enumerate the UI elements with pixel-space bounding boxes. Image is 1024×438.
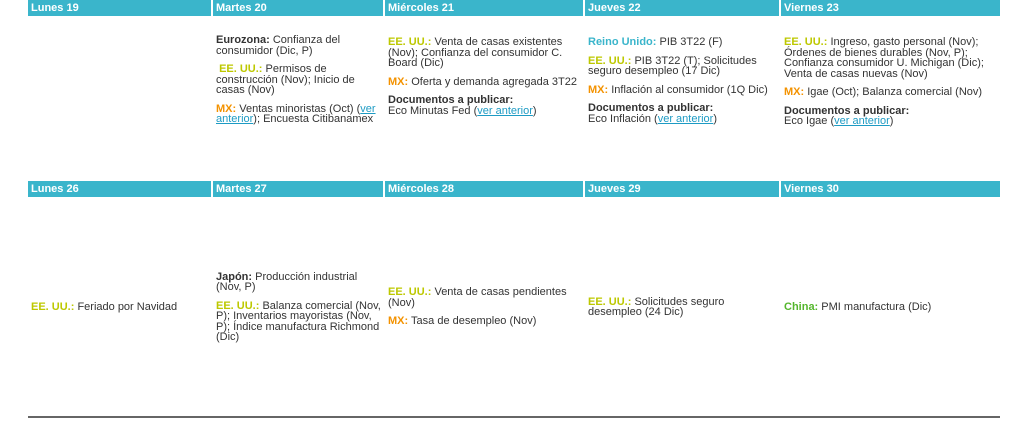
event-item	[388, 37, 581, 69]
event-text: PIB 3T22 (T); Solicitudes seguro desempleo (17 Dic)	[588, 54, 757, 77]
day-header-monday: Lunes 19	[28, 0, 213, 16]
bottom-divider	[28, 416, 1000, 418]
event-text: PIB 3T22 (F)	[656, 36, 723, 48]
day-header-friday: Viernes 23	[784, 2, 839, 14]
event-text: Ingreso, gasto personal (Nov); Órdenes de bienes durables (Nov, P); Confianza consumidor U. Michigan (Dic); Venta de casas nuevas (Nov)	[784, 36, 984, 80]
day-cell-wednesday	[385, 197, 585, 417]
ver-anterior-link[interactable]: ver anterior	[216, 102, 376, 125]
day-header-thursday: Jueves 22	[585, 0, 781, 16]
event-item	[588, 297, 777, 318]
week-1-body	[28, 16, 1000, 167]
week-1-header	[28, 0, 1000, 16]
week-1	[28, 0, 1000, 167]
week-2	[28, 181, 1000, 417]
event-text: Producción industrial (Nov, P)	[216, 270, 358, 293]
event-text: ); Encuesta Citibanamex	[253, 113, 374, 125]
event-text: Solicitudes seguro desempleo (24 Dic)	[588, 295, 725, 318]
event-item	[216, 104, 381, 125]
region-label-us: EE. UU.:	[588, 295, 632, 308]
day-cell-thursday	[585, 197, 781, 417]
region-label-us: EE. UU.:	[216, 299, 260, 312]
day-header-friday: Viernes 30	[784, 183, 839, 195]
documents-item	[388, 95, 581, 116]
region-label-us: EE. UU.:	[784, 36, 828, 48]
day-cell-friday	[781, 16, 1000, 167]
region-label-us: EE. UU.:	[588, 54, 632, 67]
day-cell-friday	[781, 197, 1000, 417]
day-header-thursday: Jueves 29	[585, 181, 781, 197]
event-item	[216, 301, 381, 343]
event-item	[216, 64, 381, 96]
event-text: PMI manufactura (Dic)	[818, 300, 932, 313]
ver-anterior-link[interactable]: ver anterior	[477, 104, 533, 117]
region-label-eurozone: Eurozona:	[216, 34, 270, 46]
week-2-header	[28, 181, 1000, 197]
event-item	[216, 272, 381, 293]
day-cell-monday	[28, 197, 213, 417]
region-label-china: China:	[784, 300, 819, 313]
event-text: Tasa de desempleo (Nov)	[408, 315, 537, 328]
ver-anterior-link[interactable]: ver anterior	[834, 115, 890, 127]
event-text: Venta de casas existentes (Nov); Confianza del consumidor C. Board (Dic)	[388, 36, 563, 69]
region-label-mx: MX:	[784, 86, 805, 98]
event-text: Ventas minoristas (Oct) (	[236, 102, 361, 115]
region-label-us: EE. UU.:	[388, 286, 432, 299]
day-header-wednesday: Miércoles 21	[385, 0, 585, 16]
region-label-us: EE. UU.:	[388, 36, 432, 48]
region-label-mx: MX:	[388, 75, 409, 88]
ver-anterior-link[interactable]: ver anterior	[657, 112, 714, 125]
day-header-wednesday: Miércoles 28	[385, 181, 585, 197]
event-text: Inflación al consumidor (1Q Dic)	[608, 83, 768, 96]
day-header-tuesday: Martes 20	[213, 0, 385, 16]
region-label-uk: Reino Unido:	[588, 36, 657, 48]
event-item	[216, 35, 381, 56]
event-text: Feriado por Navidad	[74, 300, 178, 313]
event-item	[388, 316, 581, 327]
event-text: Oferta y demanda agregada 3T22	[408, 75, 577, 88]
document-text: )	[532, 104, 537, 117]
region-label-japan: Japón:	[216, 270, 253, 283]
event-text: Venta de casas pendientes (Nov)	[388, 286, 567, 309]
week-2-body	[28, 197, 1000, 417]
day-cell-monday	[28, 16, 213, 167]
event-item	[784, 87, 996, 98]
documents-label: Documentos a publicar:	[588, 102, 714, 114]
event-item	[588, 85, 777, 96]
event-item	[588, 37, 777, 48]
event-text: Igae (Oct); Balanza comercial (Nov)	[804, 86, 983, 98]
event-item	[31, 302, 209, 313]
event-text: Confianza del consumidor (Dic, P)	[216, 34, 341, 57]
day-header-monday: Lunes 26	[28, 181, 213, 197]
event-item	[588, 56, 777, 77]
day-cell-wednesday	[385, 16, 585, 167]
region-label-mx: MX:	[588, 83, 609, 96]
document-text: Eco Inflación (	[588, 112, 658, 125]
day-cell-thursday	[585, 16, 781, 167]
event-item	[388, 77, 581, 88]
document-text: Eco Minutas Fed (	[388, 104, 478, 117]
documents-label: Documentos a publicar:	[784, 104, 910, 117]
document-text: )	[713, 112, 718, 125]
event-text: Permisos de construcción (Nov); Inicio de casas (Nov)	[216, 63, 355, 96]
region-label-mx: MX:	[388, 315, 409, 328]
document-text: )	[889, 115, 894, 127]
region-label-us: EE. UU.:	[31, 300, 75, 313]
documents-label: Documentos a publicar:	[388, 94, 514, 106]
day-cell-tuesday	[213, 16, 385, 167]
region-label-mx: MX:	[216, 102, 237, 115]
document-text: Eco Igae (	[784, 115, 835, 127]
day-header-tuesday: Martes 27	[213, 181, 385, 197]
region-label-us: EE. UU.:	[219, 63, 263, 75]
event-item	[388, 287, 581, 308]
documents-item	[784, 106, 996, 127]
day-cell-tuesday	[213, 197, 385, 417]
event-item	[784, 302, 996, 313]
event-item	[784, 37, 996, 79]
documents-item	[588, 103, 777, 124]
event-text: Balanza comercial (Nov, P); Inventarios mayoristas (Nov, P); Índice manufactura Richmond (Dic)	[216, 299, 381, 343]
